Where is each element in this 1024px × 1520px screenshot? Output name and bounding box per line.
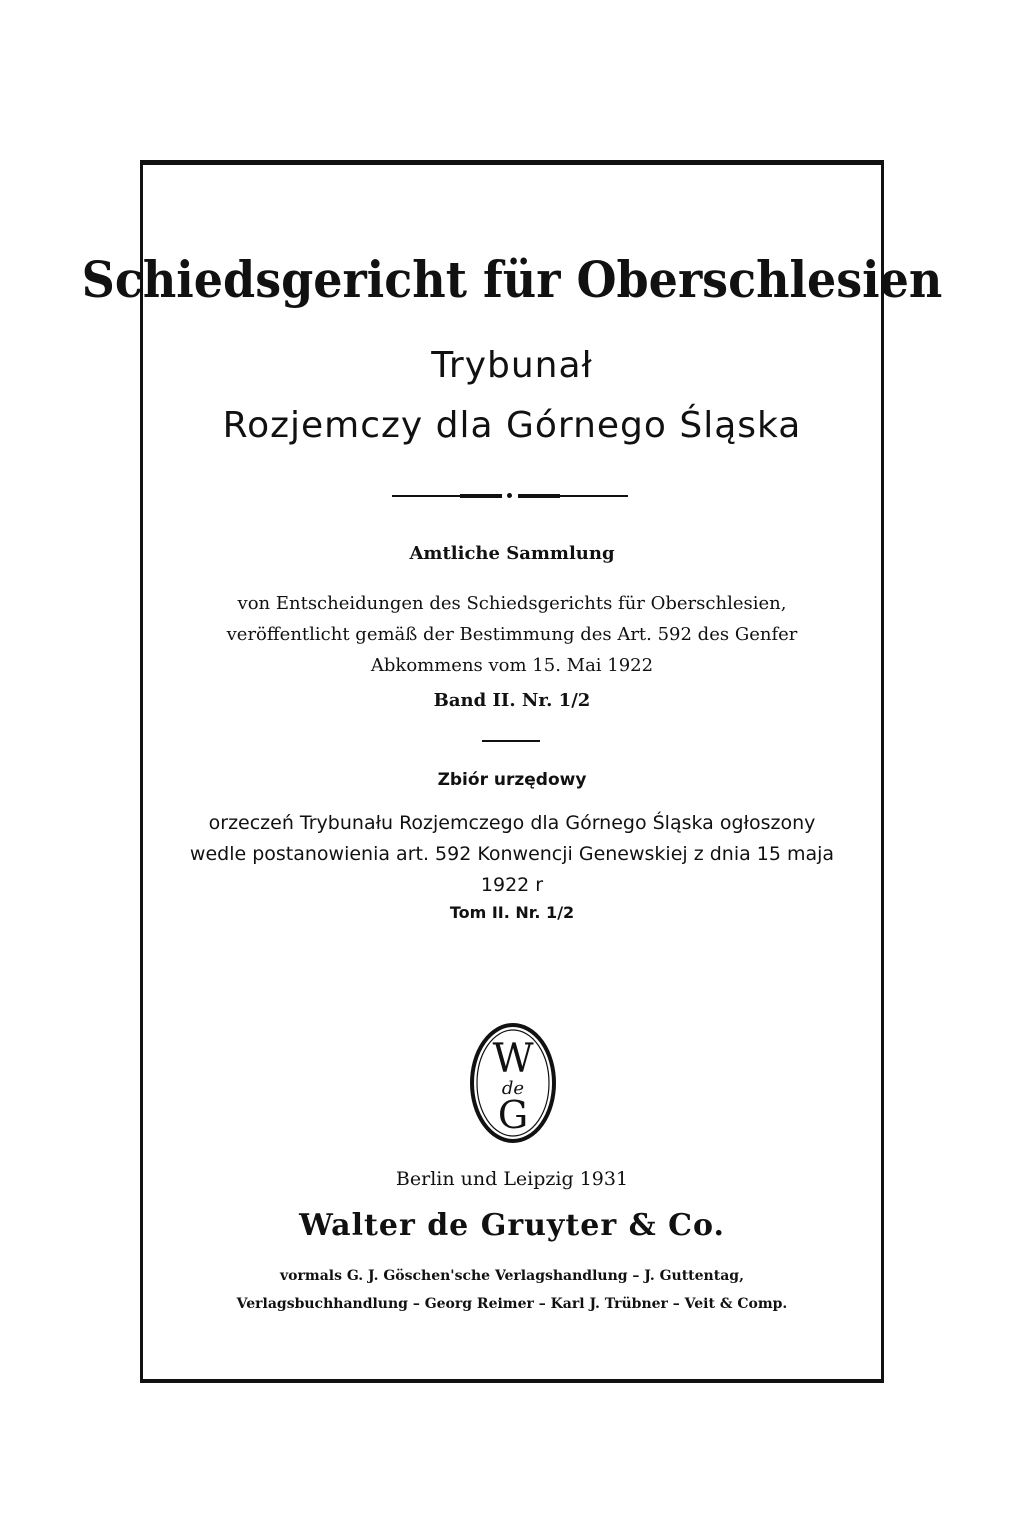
- polish-volume-number: Tom II. Nr. 1/2: [449, 903, 575, 922]
- ornamental-rule-right: [518, 495, 628, 497]
- section-divider: [482, 740, 540, 742]
- logo-letter-w: W: [492, 1036, 534, 1082]
- ornamental-rule-dot: [507, 493, 512, 498]
- publisher-predecessors: vormals G. J. Göschen'sche Verlagshandlung – J. Guttentag, Verlagsbuchhandlung – Georg Reimer – Karl J. Trübner – Veit & Comp.: [236, 1268, 788, 1312]
- polish-title-line-2: Rozjemczy dla Górnego Śląska: [222, 405, 802, 446]
- german-volume-number: Band II. Nr. 1/2: [433, 690, 591, 711]
- german-title: Schiedsgericht für Oberschlesien: [81, 250, 943, 309]
- polish-collection-description: orzeczeń Trybunału Rozjemczego dla Górnego Śląska ogłoszony wedle postanowienia art. 592 Konwencji Genewskiej z dnia 15 maja 1922 r: [189, 812, 835, 896]
- imprint-city-year: Berlin und Leipzig 1931: [395, 1168, 629, 1190]
- publisher-name: Walter de Gruyter & Co.: [299, 1208, 725, 1243]
- ornamental-rule-center-left: [460, 494, 502, 498]
- german-collection-heading: Amtliche Sammlung: [409, 543, 615, 564]
- logo-letter-de: de: [501, 1078, 525, 1099]
- polish-title-line-1: Trybunał: [431, 345, 593, 386]
- logo-letter-g: G: [497, 1093, 529, 1137]
- publisher-logo: [469, 1022, 557, 1144]
- german-collection-description: von Entscheidungen des Schiedsgerichts für Oberschlesien, veröffentlicht gemäß der Bestimmung des Art. 592 des Genfer Abkommens vom 15. Mai 1922: [226, 593, 798, 676]
- polish-collection-heading: Zbiór urzędowy: [437, 770, 587, 790]
